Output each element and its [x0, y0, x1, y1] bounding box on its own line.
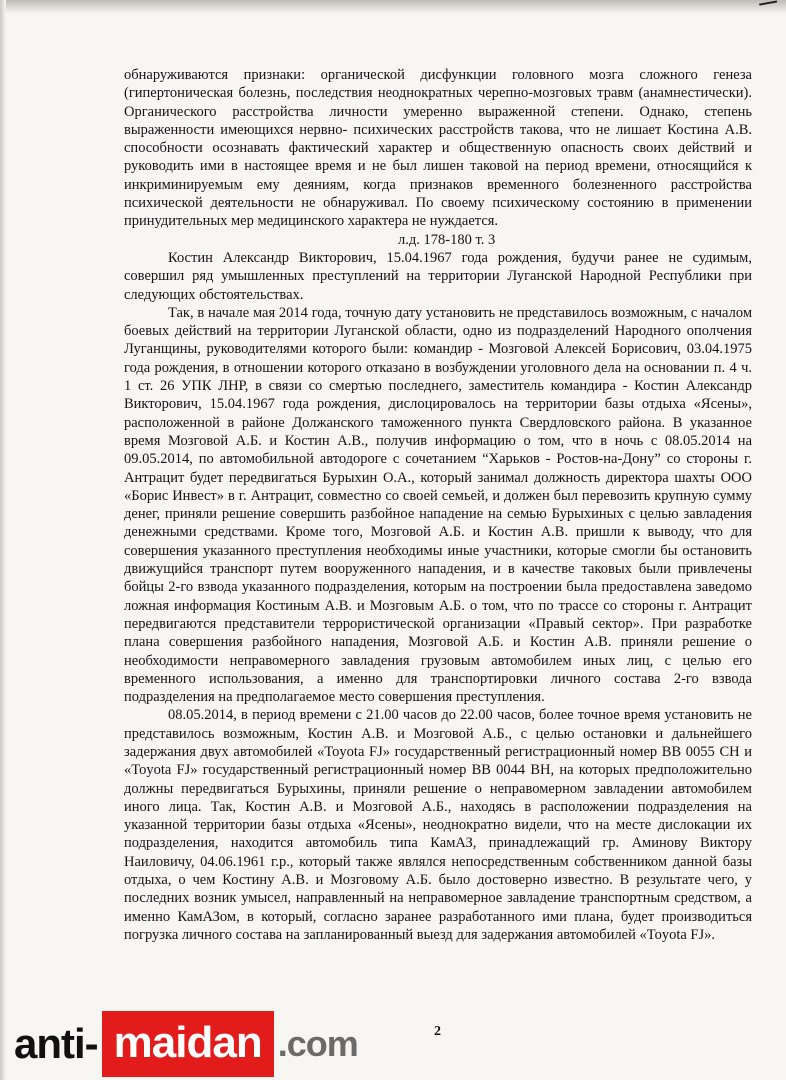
case-reference: л.д. 178-180 т. 3 [398, 231, 496, 248]
page-number: 2 [434, 1024, 441, 1039]
paragraph-defendant-intro: Костин Александр Викторович, 15.04.1967 года рождения, будучи ранее не судимым, совершил ряд умышленных преступлений на территории Луганской Народной Республики при следующих обстоятельствах. [124, 249, 752, 303]
paragraph-circumstances: Так, в начале мая 2014 года, точную дату установить не представилось возможным, с началом боевых действий на территории Луганской области, одно из подразделений Народного ополчения Луганщины, руководителями которого были: командир - Мозговой Алексей Борисович, 03.04.1975 года рождения, в отношении которого отказано в возбуждении уголовного дела на основании п. 4 ч. 1 ст. 26 УПК ЛНР, в связи со смертью последнего, заместитель командира - Костин Александр Викторович, 15.04.1967 года рождения, дислоцировалось на территории базы отдыха «Ясены», расположенной в районе Должанского таможенного пункта Свердловского района. В указанное время Мозговой А.Б. и Костин А.В., получив информацию о том, что в ночь с 08.05.2014 на 09.05.2014, по автомобильной автодороге с сочетанием “Харьков - Ростов-на-Дону” со стороны г. Антрацит будет передвигаться Бурыхин О.А., который занимал должность директора шахты ООО «Борис Инвест» в г. Антрацит, совместно со своей семьей, и должен был перевозить крупную сумму денег, приняли решение совершить разбойное нападение на семью Бурыхиных с целью завладения денежными средствами. Кроме того, Мозговой А.Б. и Костин А.В. пришли к выводу, что для совершения указанного преступления необходимы иные участники, которые смогли бы остановить движущийся транспорт путем вооруженного нападения, и в качестве таковых были привлечены бойцы 2-го взвода указанного подразделения, которым на построении была предоставлена заведомо ложная информация Костиным А.В. и Мозговым А.Б. о том, что по трассе со стороны г. Антрацит передвигаются представители террористической организации «Правый сектор». При разработке плана совершения разбойного нападения, Мозговой А.Б. и Костин А.В. приняли решение о необходимости неправомерного завладения грузовым автомобилем иных лиц, с целью его временного использования, а именно для транспортировки личного состава 2-го взвода подразделения на предполагаемое место совершения преступления. [124, 304, 752, 706]
site-watermark-logo [14, 1011, 358, 1077]
scan-edge-left [0, 0, 6, 1080]
document-body [124, 66, 752, 944]
paragraph-events-2014-05-08: 08.05.2014, в период времени с 21.00 часов до 22.00 часов, более точное время установить не представилось возможным, Костин А.В. и Мозговой А.Б., с целью остановки и дальнейшего задержания двух автомобилей «Toyota FJ» государственный регистрационный номер ВВ 0055 СН и «Toyota FJ» государственный регистрационный номер ВВ 0044 ВН, на которых предположительно должны передвигаться Бурыхины, приняли решение о неправомерном завладении автомобилем иного лица. Так, Костин А.В. и Мозговой А.Б., находясь в расположении подразделения на указанной территории базы отдыха «Ясены», неоднократно видели, что на месте дислокации их подразделения, находится автомобиль типа КамАЗ, принадлежащий гр. Аминову Виктору Наиловичу, 04.06.1961 г.р., который также являлся непосредственным собственником данной базы отдыха, о чем Костину А.В. и Мозговому А.Б. было достоверно известно. В результате чего, у последних возник умысел, направленный на неправомерное завладение транспортным средством, а именно КамАЗом, в который, согласно заранее разработанного ими плана, будет производиться погрузка личного состава на запланированный выезд для задержания автомобилей «Toyota FJ». [124, 707, 752, 943]
scan-edge-top [0, 0, 786, 14]
watermark-left-text: anti- [14, 1020, 98, 1067]
paragraph-expert-conclusion: обнаруживаются признаки: органической дисфункции головного мозга сложного генеза (гипертоническая болезнь, последствия неоднократных черепно-мозговых травм (анамнестически). Органического расстройства личности умеренно выраженной степени. Однако, степень выраженности имеющихся нервно- психических расстройств такова, что не лишает Костина А.В. способности осознавать фактический характер и общественную опасность своих действий и руководить ими в настоящее время и не был лишен таковой на период времени, относящийся к инкриминируемым ему деяниям, когда признаков временного болезненного расстройства психической деятельности не обнаруживал. По своему психическому состоянию в применении принудительных мер медицинского характера не нуждается. [124, 67, 752, 230]
watermark-right-text: .com [277, 1023, 358, 1064]
watermark-box-text: maidan [102, 1011, 274, 1077]
